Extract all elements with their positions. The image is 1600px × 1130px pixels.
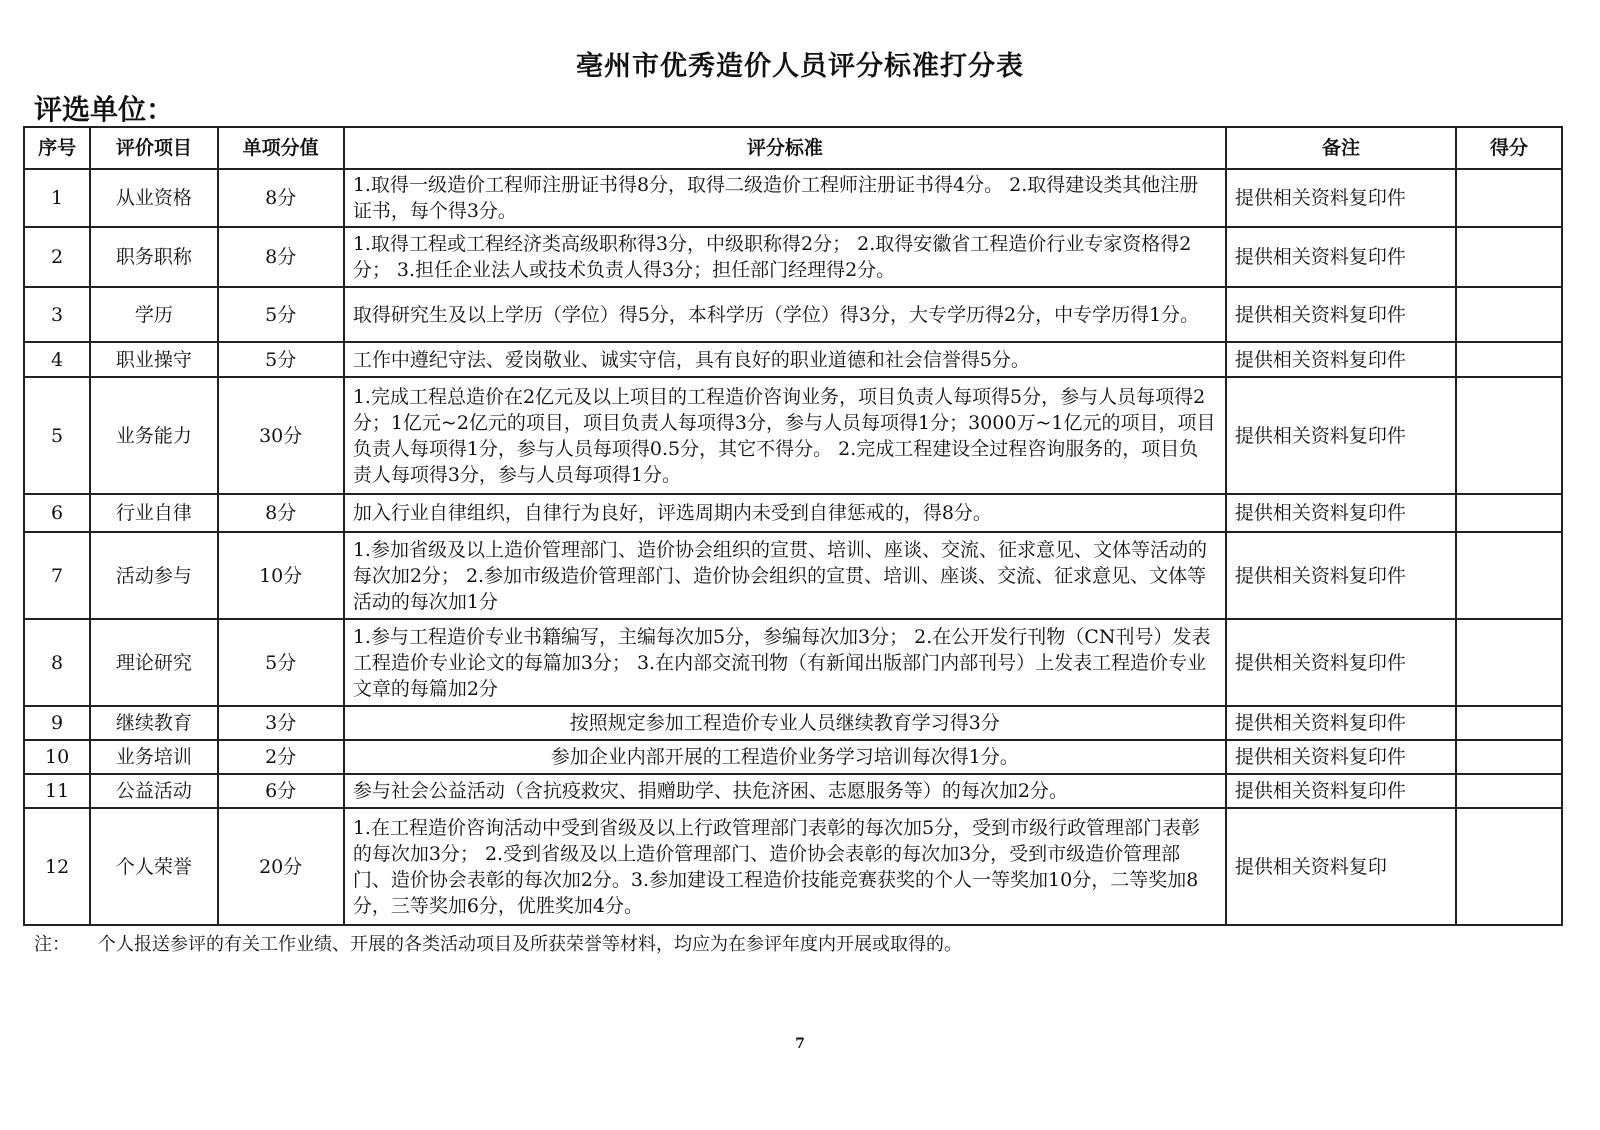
row-score[interactable] xyxy=(1456,377,1562,494)
row-points: 2分 xyxy=(218,740,344,774)
row-score[interactable] xyxy=(1456,169,1562,227)
row-note: 提供相关资料复印件 xyxy=(1226,377,1456,494)
row-index: 4 xyxy=(24,342,90,377)
table-row xyxy=(24,287,1562,342)
row-criteria: 1.参与工程造价专业书籍编写，主编每次加5分，参编每次加3分； 2.在公开发行刊物（CN刊号）发表工程造价专业论文的每篇加3分； 3.在内部交流刊物（有新闻出版部门内部刊号）上发表工程造价专业文章的每篇加2分 xyxy=(344,619,1226,706)
table-row xyxy=(24,494,1562,532)
row-note: 提供相关资料复印件 xyxy=(1226,494,1456,532)
row-points: 5分 xyxy=(218,619,344,706)
row-note: 提供相关资料复印件 xyxy=(1226,706,1456,740)
row-criteria: 1.在工程造价咨询活动中受到省级及以上行政管理部门表彰的每次加5分，受到市级行政管理部门表彰的每次加3分； 2.受到省级及以上造价管理部门、造价协会表彰的每次加3分，受到市级造价管理部门、造价协会表彰的每次加2分。3.参加建设工程造价技能竞赛获奖的个人一等奖加10分，二等奖加8分，三等奖加6分，优胜奖加4分。 xyxy=(344,808,1226,925)
row-points: 5分 xyxy=(218,287,344,342)
table-row xyxy=(24,227,1562,287)
row-criteria: 加入行业自律组织，自律行为良好，评选周期内未受到自律惩戒的，得8分。 xyxy=(344,494,1226,532)
row-criteria: 1.完成工程总造价在2亿元及以上项目的工程造价咨询业务，项目负责人每项得5分，参与人员每项得2分；1亿元~2亿元的项目，项目负责人每项得3分，参与人员每项得1分；3000万~1亿元的项目，项目负责人每项得1分，参与人员每项得0.5分，其它不得分。 2.完成工程建设全过程咨询服务的，项目负责人每项得3分，参与人员每项得1分。 xyxy=(344,377,1226,494)
row-index: 2 xyxy=(24,227,90,287)
header-item: 评价项目 xyxy=(90,127,217,169)
row-points: 8分 xyxy=(218,494,344,532)
row-note: 提供相关资料复印件 xyxy=(1226,227,1456,287)
table-row xyxy=(24,619,1562,706)
row-note: 提供相关资料复印件 xyxy=(1226,169,1456,227)
scoring-table xyxy=(23,126,1563,926)
row-points: 10分 xyxy=(218,532,344,619)
row-points: 6分 xyxy=(218,774,344,808)
row-item: 从业资格 xyxy=(90,169,217,227)
row-points: 30分 xyxy=(218,377,344,494)
row-score[interactable] xyxy=(1456,808,1562,925)
row-item: 理论研究 xyxy=(90,619,217,706)
row-note: 提供相关资料复印件 xyxy=(1226,774,1456,808)
table-row xyxy=(24,377,1562,494)
row-criteria: 参加企业内部开展的工程造价业务学习培训每次得1分。 xyxy=(344,740,1226,774)
row-note: 提供相关资料复印件 xyxy=(1226,342,1456,377)
header-score: 得分 xyxy=(1456,127,1562,169)
row-criteria: 按照规定参加工程造价专业人员继续教育学习得3分 xyxy=(344,706,1226,740)
row-item: 个人荣誉 xyxy=(90,808,217,925)
row-item: 业务培训 xyxy=(90,740,217,774)
header-index: 序号 xyxy=(24,127,90,169)
footnote-label: 注： xyxy=(34,934,70,955)
row-points: 5分 xyxy=(218,342,344,377)
row-points: 8分 xyxy=(218,169,344,227)
row-item: 活动参与 xyxy=(90,532,217,619)
page-number: 7 xyxy=(795,1036,805,1052)
row-item: 行业自律 xyxy=(90,494,217,532)
row-score[interactable] xyxy=(1456,342,1562,377)
row-score[interactable] xyxy=(1456,287,1562,342)
row-item: 继续教育 xyxy=(90,706,217,740)
header-points: 单项分值 xyxy=(218,127,344,169)
evaluation-unit-label: 评选单位： xyxy=(34,93,175,126)
row-note: 提供相关资料复印件 xyxy=(1226,619,1456,706)
row-note: 提供相关资料复印件 xyxy=(1226,532,1456,619)
table-row xyxy=(24,706,1562,740)
row-score[interactable] xyxy=(1456,774,1562,808)
row-item: 公益活动 xyxy=(90,774,217,808)
row-item: 学历 xyxy=(90,287,217,342)
row-index: 5 xyxy=(24,377,90,494)
row-index: 8 xyxy=(24,619,90,706)
row-note: 提供相关资料复印件 xyxy=(1226,287,1456,342)
table-row xyxy=(24,169,1562,227)
header-criteria: 评分标准 xyxy=(344,127,1226,169)
table-row xyxy=(24,740,1562,774)
footnote xyxy=(34,930,962,956)
row-index: 12 xyxy=(24,808,90,925)
row-score[interactable] xyxy=(1456,494,1562,532)
row-score[interactable] xyxy=(1456,227,1562,287)
row-criteria: 1.取得一级造价工程师注册证书得8分，取得二级造价工程师注册证书得4分。 2.取得建设类其他注册证书，每个得3分。 xyxy=(344,169,1226,227)
row-criteria: 1.参加省级及以上造价管理部门、造价协会组织的宣贯、培训、座谈、交流、征求意见、文体等活动的每次加2分； 2.参加市级造价管理部门、造价协会组织的宣贯、培训、座谈、交流、征求意见、文体等活动的每次加1分 xyxy=(344,532,1226,619)
row-index: 6 xyxy=(24,494,90,532)
row-score[interactable] xyxy=(1456,619,1562,706)
row-criteria: 工作中遵纪守法、爱岗敬业、诚实守信，具有良好的职业道德和社会信誉得5分。 xyxy=(344,342,1226,377)
row-score[interactable] xyxy=(1456,740,1562,774)
row-note: 提供相关资料复印件 xyxy=(1226,740,1456,774)
row-criteria: 参与社会公益活动（含抗疫救灾、捐赠助学、扶危济困、志愿服务等）的每次加2分。 xyxy=(344,774,1226,808)
page-title: 亳州市优秀造价人员评分标准打分表 xyxy=(576,51,1024,82)
row-criteria: 取得研究生及以上学历（学位）得5分，本科学历（学位）得3分，大专学历得2分，中专学历得1分。 xyxy=(344,287,1226,342)
row-points: 3分 xyxy=(218,706,344,740)
footnote-text: 个人报送参评的有关工作业绩、开展的各类活动项目及所获荣誉等材料，均应为在参评年度内开展或取得的。 xyxy=(98,934,962,955)
row-index: 10 xyxy=(24,740,90,774)
header-note: 备注 xyxy=(1226,127,1456,169)
table-row xyxy=(24,532,1562,619)
row-points: 20分 xyxy=(218,808,344,925)
row-index: 7 xyxy=(24,532,90,619)
row-item: 职业操守 xyxy=(90,342,217,377)
table-row xyxy=(24,774,1562,808)
row-note: 提供相关资料复印 xyxy=(1226,808,1456,925)
row-score[interactable] xyxy=(1456,706,1562,740)
row-index: 1 xyxy=(24,169,90,227)
row-criteria: 1.取得工程或工程经济类高级职称得3分，中级职称得2分； 2.取得安徽省工程造价行业专家资格得2分； 3.担任企业法人或技术负责人得3分；担任部门经理得2分。 xyxy=(344,227,1226,287)
row-item: 业务能力 xyxy=(90,377,217,494)
table-header-row xyxy=(24,127,1562,169)
row-index: 9 xyxy=(24,706,90,740)
row-index: 3 xyxy=(24,287,90,342)
row-item: 职务职称 xyxy=(90,227,217,287)
table-row xyxy=(24,342,1562,377)
table-row xyxy=(24,808,1562,925)
row-points: 8分 xyxy=(218,227,344,287)
row-index: 11 xyxy=(24,774,90,808)
row-score[interactable] xyxy=(1456,532,1562,619)
